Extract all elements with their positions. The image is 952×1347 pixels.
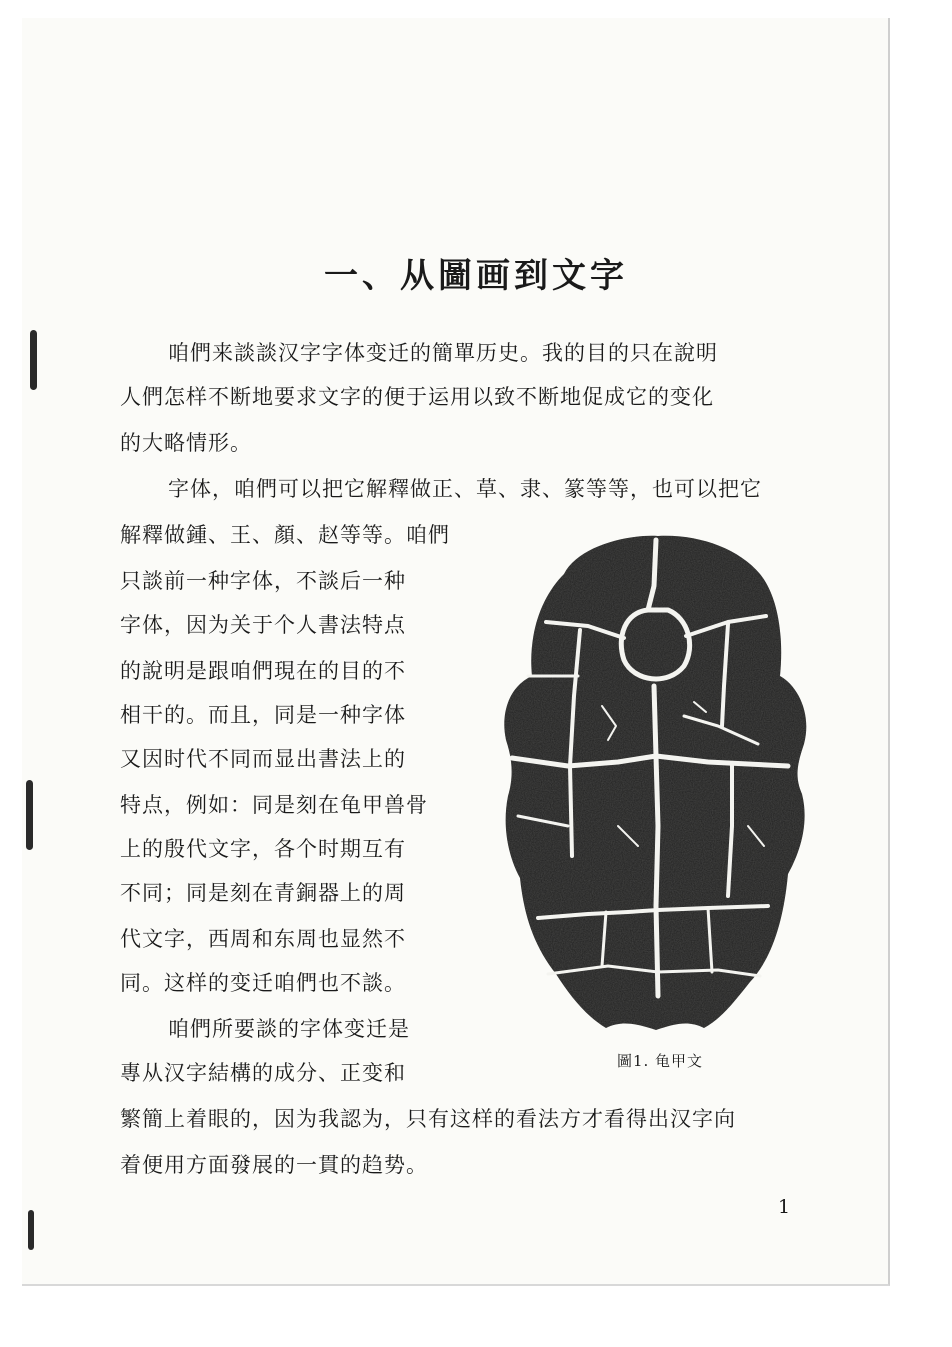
paragraph-1-line-1: 咱們来談談汉字字体变迁的簡單历史。我的目的只在說明: [168, 341, 718, 365]
paragraph-2-wrap-line-2: 只談前一种字体，不談后一种: [120, 569, 406, 593]
paragraph-2-wrap-line-3: 字体，因为关于个人書法特点: [120, 613, 406, 637]
binding-mark-middle: [26, 780, 33, 850]
binding-mark-top: [30, 330, 37, 390]
paragraph-3-line-4: 着便用方面發展的一貫的趋势。: [120, 1153, 428, 1177]
tortoise-shell-rubbing-figure: [498, 526, 810, 1036]
paragraph-3-line-3: 繁簡上着眼的，因为我認为，只有这样的看法方才看得出汉字向: [120, 1107, 736, 1131]
paragraph-2-wrap-line-4: 的說明是跟咱們現在的目的不: [120, 659, 406, 683]
page-number: 1: [778, 1196, 791, 1218]
paragraph-3-wrap-line-2: 專从汉字結構的成分、正变和: [120, 1061, 406, 1085]
paragraph-2-wrap-line-8: 上的殷代文字，各个时期互有: [120, 837, 406, 861]
chapter-title: 一、从圖画到文字: [324, 256, 628, 296]
paragraph-1-line-3: 的大略情形。: [120, 431, 252, 455]
paragraph-3-wrap-line-1: 咱們所要談的字体变迁是: [168, 1017, 410, 1041]
paragraph-2-wrap-line-7: 特点，例如：同是刻在龟甲兽骨: [120, 793, 428, 817]
paragraph-2-wrap-line-5: 相干的。而且，同是一种字体: [120, 703, 406, 727]
paragraph-2-line-1: 字体，咱們可以把它解釋做正、草、隶、篆等等，也可以把它: [168, 477, 762, 501]
paragraph-1-line-2: 人們怎样不断地要求文字的便于运用以致不断地促成它的变化: [120, 385, 714, 409]
binding-mark-bottom: [28, 1210, 34, 1250]
paragraph-2-wrap-line-6: 又因时代不同而显出書法上的: [120, 747, 406, 771]
paragraph-2-wrap-line-1: 解釋做鍾、王、顏、赵等等。咱們: [120, 523, 450, 547]
figure-caption: 圖1. 龟甲文: [616, 1052, 704, 1070]
paragraph-2-wrap-line-10: 代文字，西周和东周也显然不: [120, 927, 406, 951]
paragraph-2-wrap-line-11: 同。这样的变迁咱們也不談。: [120, 971, 406, 995]
paragraph-2-wrap-line-9: 不同；同是刻在青銅器上的周: [120, 881, 406, 905]
